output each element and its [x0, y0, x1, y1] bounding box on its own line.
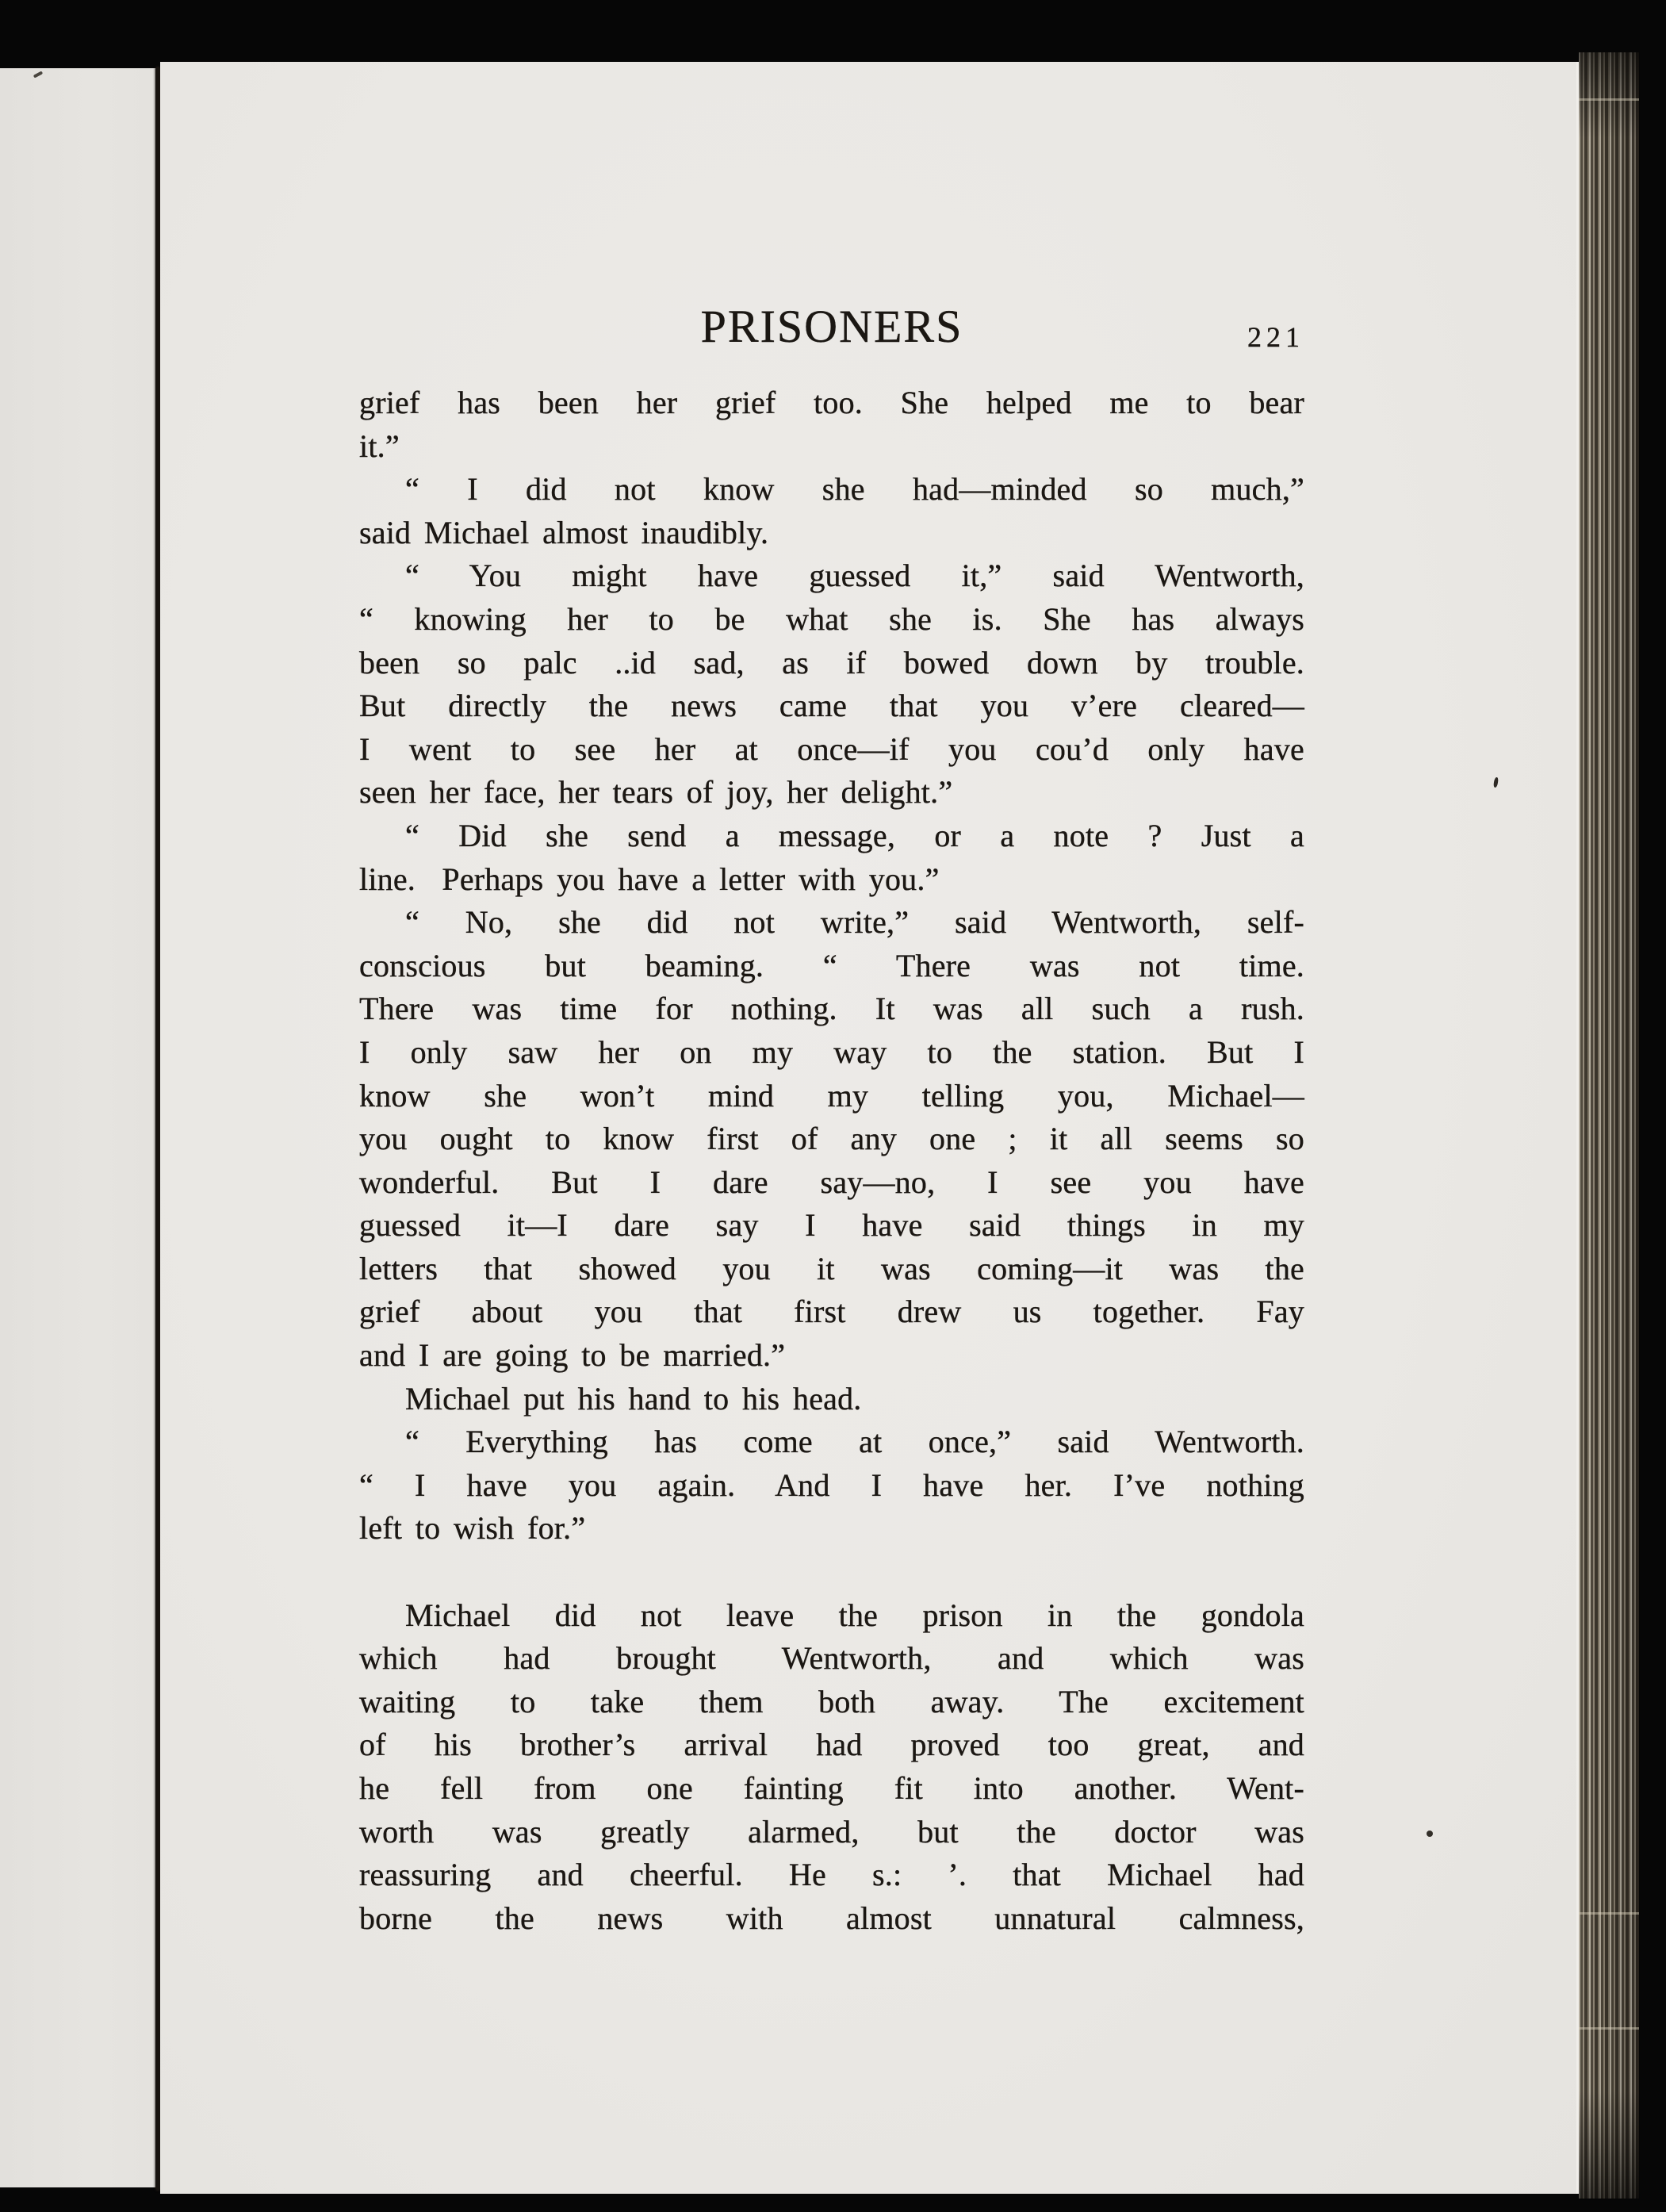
page-number: 221 [1247, 321, 1304, 353]
text-line: “ You might have guessed it,” said Wentworth, [405, 558, 1304, 594]
text-line: which had brought Wentworth, and which was [359, 1640, 1304, 1677]
page-edge-highlight [1579, 2027, 1639, 2030]
text-line: Michael put his hand to his head. [405, 1380, 862, 1417]
page-edge-highlight [1579, 98, 1639, 101]
text-line: I went to see her at once—if you cou’d only have [359, 730, 1304, 767]
text-line: “ I have you again. And I have her. I’ve nothing [359, 1466, 1304, 1503]
text-line: seen her face, her tears of joy, her delight.” [359, 774, 953, 811]
text-line: wonderful. But I dare say—no, I see you have [359, 1164, 1304, 1200]
text-line: “ I did not know she had—minded so much,” [405, 471, 1304, 508]
text-line: letters that showed you it was coming—it was the [359, 1250, 1304, 1286]
text-line: grief has been her grief too. She helped me to bear [359, 385, 1304, 420]
text-line: But directly the news came that you v’ere cleared— [359, 688, 1304, 724]
page-edge-highlight [1579, 1912, 1639, 1915]
text-line: and I are going to be married.” [359, 1337, 786, 1374]
text-line: borne the news with almost unnatural calmness, [359, 1900, 1304, 1936]
text-line: “ knowing her to be what she is. She has always [359, 600, 1304, 637]
text-line: of his brother’s arrival had proved too great, and [359, 1727, 1304, 1763]
page-title: PRISONERS [700, 301, 963, 352]
text-line: worth was greatly alarmed, but the doctor was [359, 1813, 1304, 1850]
text-line: reassuring and cheerful. He s.: ’. that Michael had [359, 1857, 1304, 1893]
text-line: waiting to take them both away. The excitement [359, 1683, 1304, 1719]
text-line: Michael did not leave the prison in the gondola [405, 1597, 1304, 1633]
text-line: There was time for nothing. It was all such a rush. [359, 991, 1304, 1027]
text-line: “ Did she send a message, or a note ? Just a [405, 817, 1304, 853]
book-page [160, 62, 1579, 2194]
text-line: “ Everything has come at once,” said Wentworth. [405, 1424, 1304, 1460]
text-line: I only saw her on my way to the station. But I [359, 1033, 1304, 1070]
ink-speck [1427, 1831, 1433, 1837]
text-line: guessed it—I dare say I have said things in my [359, 1207, 1304, 1244]
body-text [359, 381, 1304, 1940]
text-line: said Michael almost inaudibly. [359, 514, 769, 550]
text-line: he fell from one fainting fit into another. Went- [359, 1770, 1304, 1806]
text-line: been so palc ..id sad, as if bowed down by trouble. [359, 644, 1304, 680]
text-line: conscious but beaming. “ There was not time. [359, 947, 1304, 983]
page-edges-texture [1579, 52, 1639, 2199]
text-line: know she won’t mind my telling you, Michael— [359, 1077, 1304, 1114]
text-line: “ No, she did not write,” said Wentworth, self- [405, 904, 1304, 941]
running-header [359, 301, 1304, 359]
text-line: line. Perhaps you have a letter with you.” [359, 861, 940, 897]
facing-page-edge [0, 68, 156, 2187]
text-line: it.” [359, 427, 400, 464]
text-line: you ought to know first of any one ; it all seems so [359, 1121, 1304, 1157]
text-line: grief about you that first drew us together. Fay [359, 1294, 1304, 1330]
text-line: left to wish for.” [359, 1510, 586, 1547]
